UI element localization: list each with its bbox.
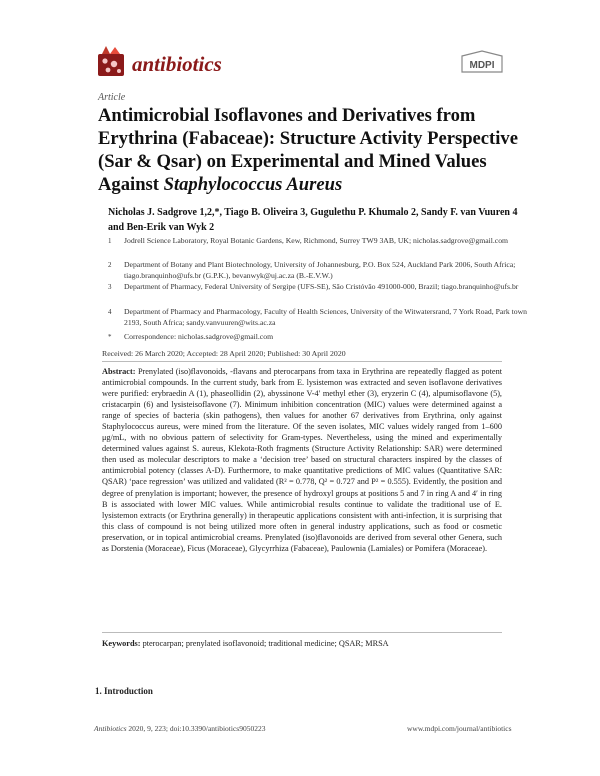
affiliation-item (108, 282, 528, 293)
affiliation-text: Department of Botany and Plant Biotechnology, University of Johannesburg, P.O. Box 524, Auckland Park 2006, South Africa; tiago.branquinho@ufs.br (G.P.K.), bevanwyk@uj.ac.za (B.-E.V.W.) (124, 260, 516, 280)
paper-title-italic: Staphylococcus Aureus (163, 174, 343, 195)
affiliation-number: 2 (108, 261, 112, 269)
affiliation-item (108, 236, 528, 247)
affiliation-item (108, 260, 528, 281)
abstract-label: Abstract: (102, 367, 136, 376)
mdpi-logo-icon (459, 50, 505, 74)
paper-title-text: Antimicrobial Isoflavones and Derivatives from Erythrina (Fabaceae): Structure Activity Perspective (Sar & Qsar) on Experimental and Mined Values Against (98, 105, 518, 195)
publication-dates: Received: 26 March 2020; Accepted: 28 April 2020; Published: 30 April 2020 (102, 349, 346, 358)
keywords-label: Keywords: (102, 639, 141, 648)
abstract-text: Prenylated (iso)flavonoids, -flavans and pterocarpans from taxa in Erythrina are repeatedly flagged as potent antimicrobial compounds. In the current study, bark from E. lysistemon was extracted and seven isoflavone derivatives were purified: erybraedin A (1), phaseollidin (2), abyssinone V-4′ methyl ether (3), eryzerin C (4), alpumisoflavone (5), cristacarpin (6) and lysisteisoflavone (7). Minimum inhibition concentration (MIC) values were determined against a range of species of bacteria (skin pathogens), then values for another 67 derivatives from Erythrina, only against Staphylococcus aureus, were mined from the literature. Of the seven isolates, MIC values widely ranged from 1–600 μg/mL, with no obvious pattern of selectivity for Gram-types. Nevertheless, using the mined and experimentally determined values against S. aureus, Klekota-Roth fragments (Structure Activity Relationship: SAR) were determined then used as molecular descriptors to make a ‘decision tree’ based on structural characters inspired by the classes of antimicrobial potency (classes A-D). Furthermore, to make quantitative predictions of MIC values (Quantitative SAR: QSAR) ‘pace regression’ was utilized and validated (R² = 0.778, Q² = 0.727 and P² = 0.555). Evidently, the position and degree of prenylation is important; however, the presence of hydroxyl groups at positions 5 and 7 in ring A and 4′ in ring B is associated with lower MIC values. While antimicrobial results continue to validate the traditional use of E. lysistemon extracts (or Erythrina generally) in therapeutic applications consistent with anti-infection, it is surprising that this class of compound is not being utilized more often in general industry applications, such as food or cosmetic preservation, or in topical antimicrobial creams. Prenylated (iso)flavonoids are derived from several other Genera, such as Dorstenia (Moraceae), Ficus (Moraceae), Glycyrrhiza (Fabaceae), Paulownia (Lamiales) or Pomifera (Moraceae). (102, 367, 503, 553)
affiliation-text: Jodrell Science Laboratory, Royal Botanic Gardens, Kew, Richmond, Surrey TW9 3AB, UK; nicholas.sadgrove@gmail.com (124, 236, 509, 245)
affiliation-number: 4 (108, 308, 112, 316)
affiliation-item (108, 332, 528, 343)
antibiotics-logo-icon (96, 44, 126, 78)
divider (102, 632, 502, 633)
keywords-text: pterocarpan; prenylated isoflavonoid; traditional medicine; QSAR; MRSA (142, 639, 389, 648)
citation-footer (94, 724, 265, 733)
affiliation-item (108, 307, 528, 328)
citation-journal: Antibiotics (94, 724, 127, 733)
keywords (102, 639, 502, 648)
journal-url[interactable]: www.mdpi.com/journal/antibiotics (407, 724, 512, 733)
abstract (102, 366, 502, 554)
author-list: Nicholas J. Sadgrove 1,2,*, Tiago B. Oliveira 3, Gugulethu P. Khumalo 2, Sandy F. van Vuuren 4 and Ben-Erik van Wyk 2 (108, 207, 518, 233)
affiliation-number: 1 (108, 237, 112, 245)
affiliation-text: Department of Pharmacy, Federal University of Sergipe (UFS-SE), São Cristóvão 491000-000, Brazil; tiago.branquinho@ufs.br (124, 282, 519, 291)
affiliation-number: 3 (108, 283, 112, 291)
affiliation-number: * (108, 333, 112, 341)
article-type: Article (98, 92, 126, 103)
section-heading: 1. Introduction (95, 686, 153, 696)
citation-details: 2020, 9, 223; doi:10.3390/antibiotics9050223 (128, 724, 266, 733)
journal-name: antibiotics (132, 52, 222, 76)
paper-title (98, 104, 518, 196)
divider (102, 361, 502, 362)
publisher-name: MDPI (469, 60, 495, 71)
affiliation-text: Correspondence: nicholas.sadgrove@gmail.com (124, 332, 274, 341)
affiliation-text: Department of Pharmacy and Pharmacology, Faculty of Health Sciences, University of the Witwatersrand, 7 York Road, Park town 2193, South Africa; sandy.vanvuuren@wits.ac.za (124, 307, 527, 327)
